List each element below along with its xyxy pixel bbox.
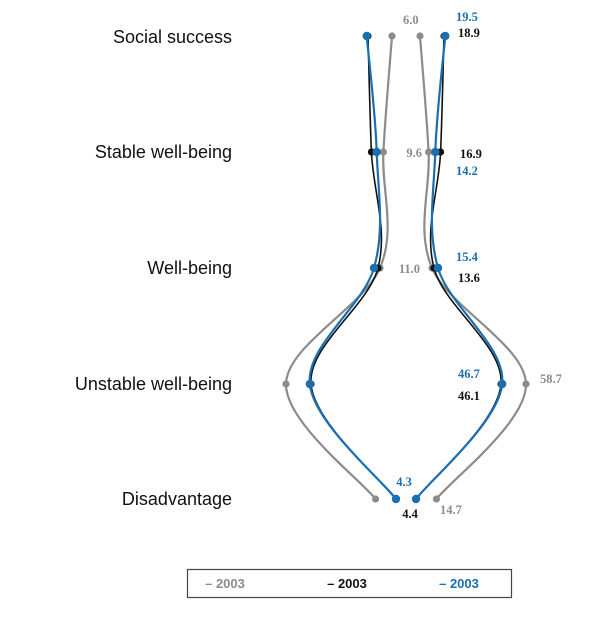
category-label: Stable well-being — [94, 142, 232, 162]
value-labels — [396, 10, 562, 521]
value-label: 11.0 — [398, 262, 420, 276]
legend — [188, 570, 512, 598]
value-label: 15.4 — [456, 250, 478, 264]
category-label: Well-being — [147, 258, 232, 278]
value-label: 18.9 — [458, 26, 480, 40]
data-point — [522, 380, 529, 387]
data-point — [372, 148, 380, 156]
value-label: 16.9 — [460, 147, 482, 161]
data-point — [372, 495, 379, 502]
category-label: Disadvantage — [121, 489, 232, 509]
value-label: 46.7 — [458, 367, 480, 381]
data-point — [282, 380, 289, 387]
data-point — [498, 380, 506, 388]
category-labels — [75, 27, 232, 509]
data-point — [388, 32, 395, 39]
category-label: Social success — [112, 27, 232, 47]
value-label: 19.5 — [456, 10, 478, 24]
data-point — [431, 148, 439, 156]
legend-entry: – 2003 — [205, 576, 245, 591]
data-point — [392, 495, 400, 503]
data-point — [416, 32, 423, 39]
data-point — [306, 380, 314, 388]
value-label: 9.6 — [406, 146, 422, 160]
value-label: 6.0 — [403, 13, 419, 27]
value-label: 14.7 — [440, 503, 462, 517]
legend-entry: – 2003 — [327, 576, 367, 591]
data-point — [433, 495, 440, 502]
data-point — [441, 32, 449, 40]
value-label: 58.7 — [540, 372, 562, 386]
value-label: 14.2 — [456, 164, 478, 178]
data-point — [363, 32, 371, 40]
value-label: 46.1 — [458, 389, 480, 403]
value-label: 4.3 — [396, 475, 412, 489]
category-label: Unstable well-being — [74, 374, 232, 394]
value-label: 13.6 — [458, 271, 480, 285]
legend-entry: – 2003 — [439, 576, 479, 591]
value-label: 4.4 — [402, 507, 418, 521]
data-point — [434, 264, 442, 272]
data-point — [370, 264, 378, 272]
data-point — [412, 495, 420, 503]
